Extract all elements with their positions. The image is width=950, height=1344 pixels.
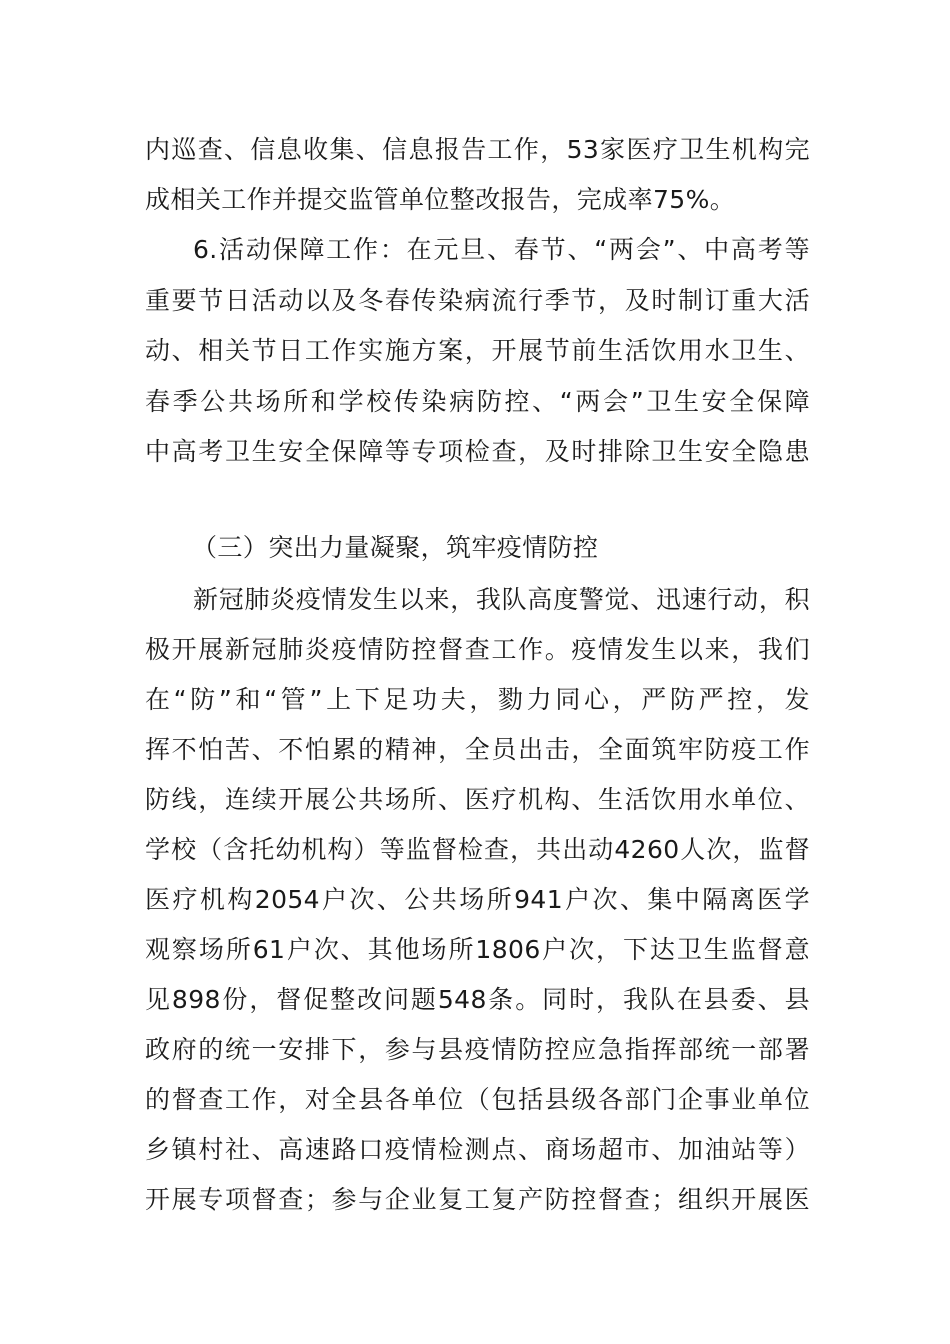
text-line: 中高考卫生安全保障等专项检查，及时排除卫生安全隐患 [145,437,810,466]
text-line: 成相关工作并提交监管单位整改报告，完成率75%。 [145,185,736,214]
text-line: 内巡查、信息收集、信息报告工作，53家医疗卫生机构完 [145,135,810,164]
text-line: 防线，连续开展公共场所、医疗机构、生活饮用水单位、 [145,785,810,814]
text-line: 重要节日活动以及冬春传染病流行季节，及时制订重大活 [145,286,810,315]
text-line: 挥不怕苦、不怕累的精神，全员出击，全面筑牢防疫工作 [145,735,810,764]
text-line: 开展专项督查；参与企业复工复产防控督查；组织开展医 [145,1185,810,1214]
section-heading: （三）突出力量凝聚，筑牢疫情防控 [192,533,599,562]
text-line: 观察场所61户次、其他场所1806户次，下达卫生监督意 [145,935,810,964]
text-line: 政府的统一安排下，参与县疫情防控应急指挥部统一部署 [145,1035,810,1064]
text-line: 6.活动保障工作：在元旦、春节、“两会”、中高考等 [193,235,810,264]
text-line: 乡镇村社、高速路口疫情检测点、商场超市、加油站等） [145,1135,810,1164]
text-line: 医疗机构2054户次、公共场所941户次、集中隔离医学 [145,885,810,914]
text-line: 春季公共场所和学校传染病防控、“两会”卫生安全保障 [145,387,810,416]
text-line: 极开展新冠肺炎疫情防控督查工作。疫情发生以来，我们 [145,635,810,664]
text-line: 新冠肺炎疫情发生以来，我队高度警觉、迅速行动，积 [193,585,810,614]
text-line: 见898份，督促整改问题548条。同时，我队在县委、县 [145,985,810,1014]
text-line: 动、相关节日工作实施方案，开展节前生活饮用水卫生、 [145,336,810,365]
text-line: 的督查工作，对全县各单位（包括县级各部门企事业单位 [145,1085,810,1114]
text-line: 学校（含托幼机构）等监督检查，共出动4260人次，监督 [145,835,810,864]
text-line: 在“防”和“管”上下足功夫，勠力同心，严防严控，发 [145,685,810,714]
